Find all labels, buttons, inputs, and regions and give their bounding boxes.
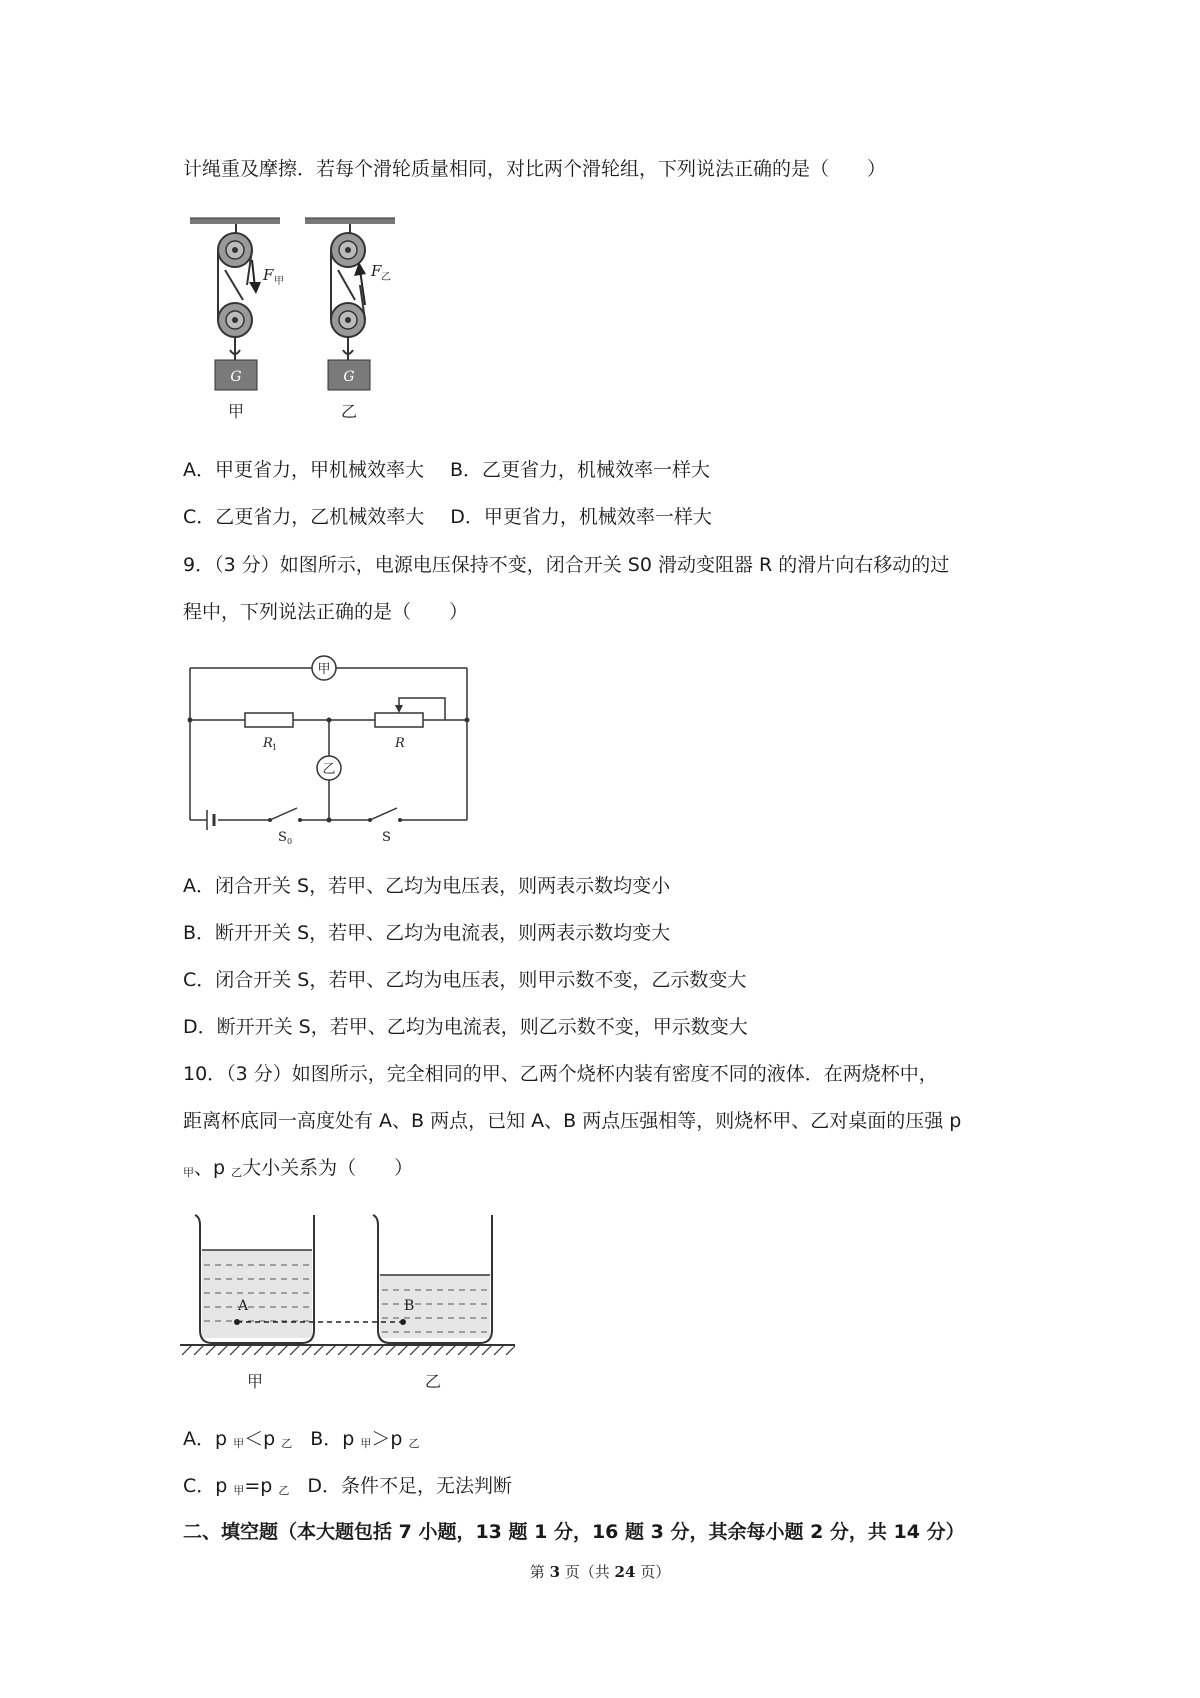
s0-sub: 0: [287, 837, 293, 846]
pulley-left-label: 甲: [227, 402, 245, 421]
s-label: S: [382, 830, 391, 845]
pulley-figure: [185, 210, 391, 425]
q9-option-c: C．闭合开关 S，若甲、乙均为电压表，则甲示数不变，乙示数变大: [183, 969, 747, 991]
r1-sub: 1: [272, 743, 278, 752]
q10-stem-line3: [183, 1154, 413, 1187]
q10-stem-line1: 10．（3 分）如图所示，完全相同的甲、乙两个烧杯内装有密度不同的液体．在两烧杯中，: [183, 1063, 938, 1085]
force-left-sub: 甲: [274, 276, 284, 287]
r-label: R: [395, 736, 405, 751]
meter-top-label: 甲: [317, 662, 331, 677]
q10-options-row1: [183, 1425, 419, 1458]
q10-option-b: B．p $_甲$＞p $_乙$: [310, 1428, 420, 1450]
point-a-label: A: [238, 1298, 249, 1314]
q8-option-a: A．甲更省力，甲机械效率大: [183, 459, 424, 481]
force-left-label: F: [263, 266, 274, 284]
beaker-left-label: 甲: [246, 1372, 264, 1391]
q9-option-d: D．断开开关 S，若甲、乙均为电流表，则乙示数不变，甲示数变大: [183, 1016, 748, 1038]
q10-option-a: A．p $_甲$＜p $_乙$: [183, 1428, 293, 1450]
pulley-right-label: 乙: [340, 402, 358, 421]
q8-stem-tail: 计绳重及摩擦．若每个滑轮质量相同，对比两个滑轮组，下列说法正确的是（ ）: [183, 158, 887, 180]
page-number: 3: [549, 1563, 560, 1581]
q8-options-row2: [183, 503, 712, 531]
pulley-left: [215, 224, 261, 390]
q10-option-d: D．条件不足，无法判断: [307, 1475, 513, 1497]
q10-stem-tail: 大小关系为（ ）: [242, 1157, 414, 1179]
section-2-heading: 二、填空题（本大题包括 7 小题，13 题 1 分，16 题 3 分，其余每小题 2 分，共 14 分）: [183, 1521, 965, 1543]
page-total: 24: [614, 1563, 636, 1581]
pulley-right: [328, 224, 370, 390]
r1-label: R: [263, 736, 273, 751]
q8-option-c: C．乙更省力，乙机械效率大: [183, 506, 425, 528]
q9-option-b: B．断开开关 S，若甲、乙均为电流表，则两表示数均变大: [183, 922, 671, 944]
q8-option-b: B．乙更省力，机械效率一样大: [450, 459, 711, 481]
q8-options-row1: [183, 456, 710, 484]
force-right-label: F: [371, 262, 382, 280]
q10-option-c: C．p $_甲$=p $_乙$: [183, 1475, 290, 1497]
q8-option-d: D．甲更省力，机械效率一样大: [450, 506, 712, 528]
force-right-sub: 乙: [381, 272, 391, 283]
q9-stem-line1: 9．（3 分）如图所示，电源电压保持不变，闭合开关 S0 滑动变阻器 R 的滑片向右移动的过: [183, 554, 950, 576]
q9-stem-line2: 程中，下列说法正确的是（ ）: [183, 601, 469, 623]
weight-label-right: G: [343, 369, 355, 385]
s0-label: S: [278, 830, 287, 845]
q9-option-a: A．闭合开关 S，若甲、乙均为电压表，则两表示数均变小: [183, 875, 671, 897]
weight-label-left: G: [230, 369, 242, 385]
page-footer: 第 3 页（共 24 页）: [529, 1563, 671, 1581]
circuit-figure: [185, 648, 470, 848]
beaker-right-label: 乙: [424, 1372, 442, 1391]
meter-mid-label: 乙: [322, 762, 336, 777]
q10-stem-line2: 距离杯底同一高度处有 A、B 两点，已知 A、B 两点压强相等，则烧杯甲、乙对桌面的压强 p: [183, 1110, 962, 1132]
beaker-figure: [180, 1205, 520, 1405]
q10-stem-mid: 、p: [194, 1157, 232, 1179]
point-b-label: B: [404, 1298, 415, 1314]
q10-sub-yi: 乙: [231, 1166, 243, 1179]
q10-sub-jia: 甲: [183, 1166, 194, 1179]
q10-options-row2: [183, 1472, 512, 1505]
